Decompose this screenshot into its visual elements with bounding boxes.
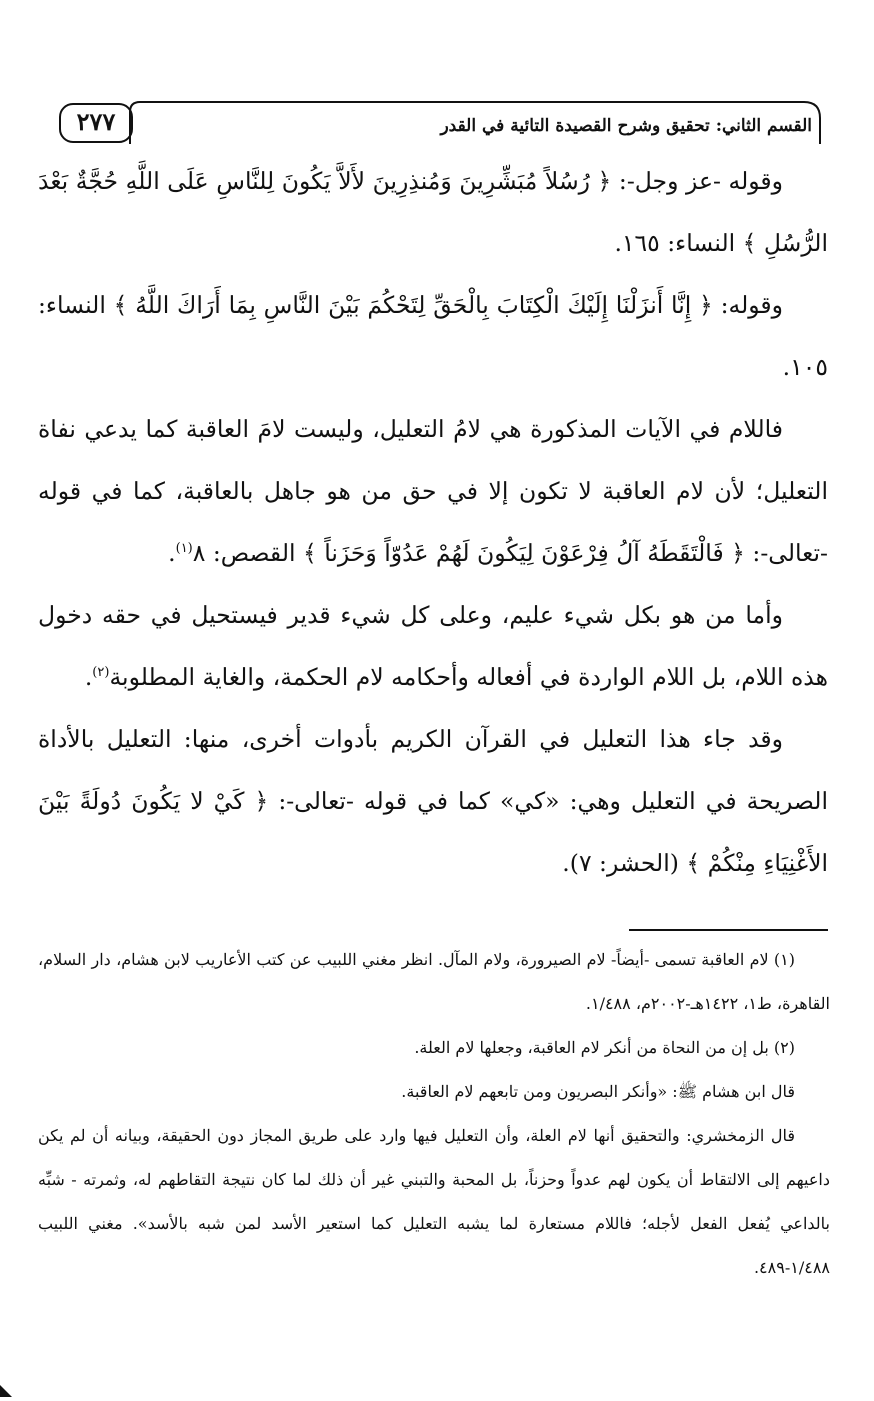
paragraph-3-end: . — [168, 539, 176, 567]
footnote-ref-1[interactable]: (١) — [175, 541, 193, 557]
page-number: ٢٧٧ — [76, 107, 116, 136]
body-text — [38, 150, 828, 894]
paragraph-3-text: فاللام في الآيات المذكورة هي لامُ التعليل، وليست لامَ العاقبة كما يدعي نفاة التعليل؛ لأن لام العاقبة لا تكون إلا في حق من هو جاهل بالعاقبة، كما في قوله -تعالى-: ﴿ فَالْتَقَطَهُ آلُ فِرْعَوْنَ لِيَكُونَ لَهُمْ عَدُوّاً وَحَزَناً ﴾ القصص: ٨ — [38, 415, 828, 567]
paragraph-4 — [38, 584, 828, 708]
paragraph-1: وقوله -عز وجل-: ﴿ رُسُلاً مُبَشِّرِينَ وَمُنذِرِينَ لأَلاَّ يَكُونَ لِلنَّاسِ عَلَى اللَّهِ حُجَّةٌ بَعْدَ الرُّسُلِ ﴾ النساء: ١٦٥. — [38, 167, 828, 257]
paragraph-4-end: . — [84, 663, 93, 691]
footnote-separator — [629, 929, 828, 931]
paragraph-5: وقد جاء هذا التعليل في القرآن الكريم بأدوات أخرى، منها: التعليل بالأداة الصريحة في التعليل وهي: «كي» كما في قوله -تعالى-: ﴿ كَيْ لا يَكُونَ دُولَةً بَيْنَ الأَغْنِيَاءِ مِنْكُمْ ﴾ (الحشر: ٧). — [38, 725, 828, 877]
paragraph-3 — [38, 398, 828, 584]
page-corner-mark — [0, 1385, 12, 1397]
footnote-1: (١) لام العاقبة تسمى -أيضاً- لام الصيرورة، ولام المآل. انظر مغني اللبيب عن كتب الأعاريب لابن هشام، دار السلام، القاهرة، ط١، ١٤٢٢هـ-٢٠٠٢م، ١/٤٨٨. — [38, 950, 830, 1013]
running-title: القسم الثاني: تحقيق وشرح القصيدة التائية في القدر — [440, 116, 812, 136]
footnote-ref-2[interactable]: (٢) — [92, 665, 110, 681]
paragraph-4-text: وأما من هو بكل شيء عليم، وعلى كل شيء قدير فيستحيل في حقه دخول هذه اللام، بل اللام الواردة في أفعاله وأحكامه لام الحكمة، والغاية المطلوبة — [38, 601, 828, 691]
footnote-2-zamakhshari: قال الزمخشري: والتحقيق أنها لام العلة، وأن التعليل فيها وارد على طريق المجاز دون الحقيقة، وبيانه أن لم يكن داعيهم إلى الالتقاط أن يكون لهم عدواً وحزناً، بل المحبة والتبني غير أن ذلك لما كان نتيجة التقاطهم له، وثمرته - شبِّه بالداعي يُفعل الفعل لأجله؛ فاللام مستعارة لما يشبه التعليل كما استعير الأسد لمن شبه بالأسد». مغني اللبيب ١/٤٨٨-٤٨٩. — [38, 1126, 831, 1277]
paragraph-2: وقوله: ﴿ إِنَّا أَنزَلْنَا إِلَيْكَ الْكِتَابَ بِالْحَقِّ لِتَحْكُمَ بَيْنَ النَّاسِ بِمَا أَرَاكَ اللَّهُ ﴾ النساء: ١٠٥. — [38, 291, 828, 381]
footnote-2-quote: قال ابن هشام ﷺ: «وأنكر البصريون ومن تابعهم لام العاقبة. — [401, 1082, 795, 1101]
footnotes — [38, 938, 830, 1290]
footnote-2: (٢) بل إن من النحاة من أنكر لام العاقبة، وجعلها لام العلة. — [414, 1038, 795, 1057]
